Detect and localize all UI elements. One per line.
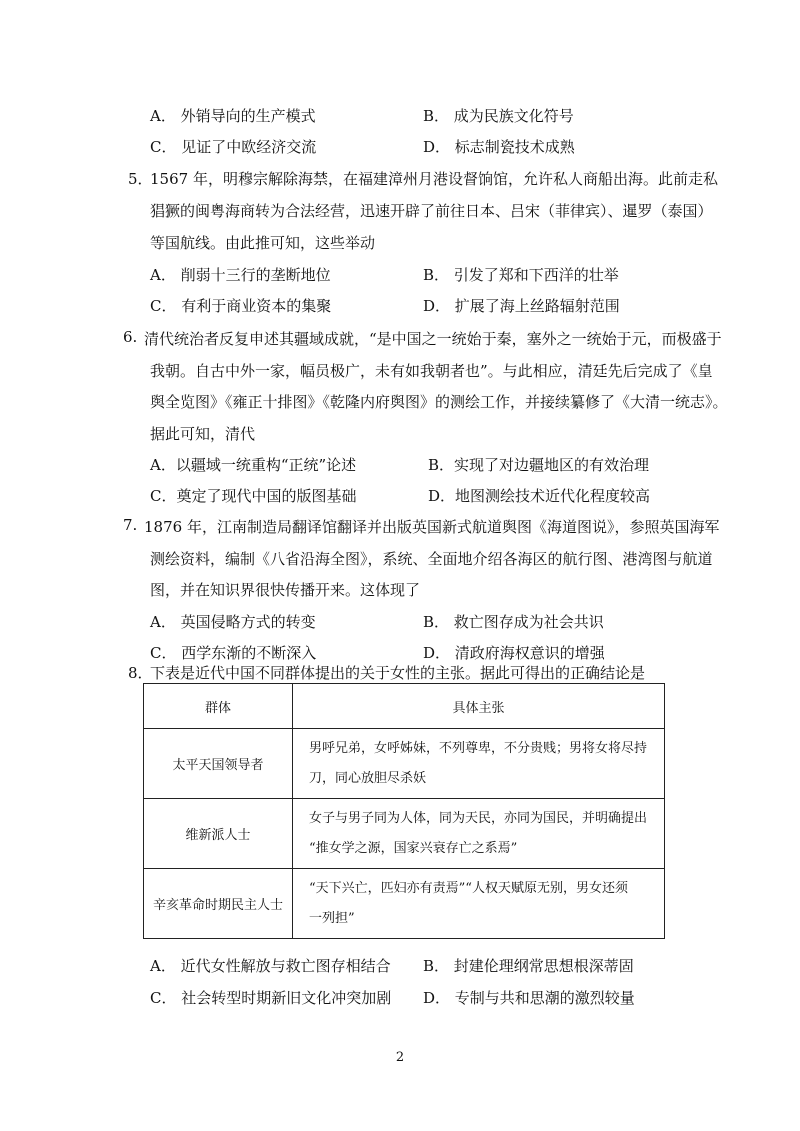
q7-stem-line-3: 图，并在知识界很快传播开来。这体现了 [150, 581, 421, 599]
q7-option-c: C． 西学东渐的不断深入 [150, 644, 317, 662]
q4-option-b: B． 成为民族文化符号 [423, 107, 574, 125]
q5-options-row-2 [150, 295, 730, 319]
table-cell-group: 维新派人士 [144, 799, 293, 869]
q5-stem-line-2: 猖獗的闽粤海商转为合法经营，迅速开辟了前往日本、吕宋（菲律宾）、暹罗（泰国） [150, 202, 713, 220]
q6-stem-line-2: 我朝。自古中外一家，幅员极广，未有如我朝者也”。与此相应，清廷先后完成了《皇 [150, 362, 713, 380]
table-row [144, 869, 665, 939]
q6-option-c: C．奠定了现代中国的版图基础 [150, 487, 357, 505]
q8-option-d: D． 专制与共和思潮的激烈较量 [423, 989, 635, 1007]
q7-option-b: B． 救亡图存成为社会共识 [423, 613, 604, 631]
q6-options-row-1 [150, 454, 730, 478]
q4-option-a: A． 外销导向的生产模式 [150, 107, 316, 125]
q5-option-b: B． 引发了郑和下西洋的壮举 [423, 266, 619, 284]
q5-options-row-1 [150, 264, 730, 288]
table-header-row [144, 684, 665, 729]
q5-option-c: C． 有利于商业资本的集聚 [150, 297, 332, 315]
claim-line: “推女学之源，国家兴衰存亡之系焉” [309, 840, 518, 856]
claim-line: 一列担” [309, 910, 355, 926]
table-row [144, 729, 665, 799]
q8-number: 8． [128, 664, 153, 682]
table-row [144, 799, 665, 869]
claim-line: 刀，同心放胆尽杀妖 [309, 770, 427, 786]
q7-stem-line-1: 1876 年，江南制造局翻译馆翻译并出版英国新式航道舆图《海道图说》，参照英国海军 [144, 518, 720, 536]
table-cell-group: 辛亥革命时期民主人士 [144, 869, 293, 939]
q6-option-b: B．实现了对边疆地区的有效治理 [428, 456, 650, 474]
q4-options-row-2 [150, 136, 730, 160]
claim-line: 男呼兄弟，女呼姊妹，不列尊卑，不分贵贱；男将女将尽持 [309, 740, 648, 756]
table-header-group: 群体 [144, 684, 293, 729]
q4-options-row-1 [150, 105, 730, 129]
q7-options-row-1 [150, 611, 730, 635]
q7-number: 7. [123, 516, 138, 534]
q5-stem-line-3: 等国航线。由此推可知，这些举动 [150, 234, 376, 252]
page-number: 2 [395, 1050, 405, 1065]
q5-stem-line-1: 1567 年，明穆宗解除海禁，在福建漳州月港设督饷馆，允许私人商船出海。此前走私 [150, 170, 718, 188]
table-cell-claim [293, 869, 665, 939]
q8-stem: 下表是近代中国不同群体提出的关于女性的主张。据此可得出的正确结论是 [150, 664, 646, 682]
q6-stem-line-4: 据此可知，清代 [150, 425, 256, 443]
q6-option-d: D．地图测绘技术近代化程度较高 [428, 487, 651, 505]
q7-stem-line-2: 测绘资料，编制《八省沿海全图》，系统、全面地介绍各海区的航行图、港湾图与航道 [150, 550, 713, 568]
q6-number: 6. [123, 328, 138, 346]
q8-options-row-1 [150, 955, 730, 979]
q7-option-d: D． 清政府海权意识的增强 [423, 644, 605, 662]
q5-option-a: A． 削弱十三行的垄断地位 [150, 266, 331, 284]
claim-line: “天下兴亡，匹妇亦有责焉”“人权天赋原无别，男女还须 [309, 880, 628, 896]
table-cell-claim [293, 799, 665, 869]
q8-option-a: A． 近代女性解放与救亡图存相结合 [150, 957, 391, 975]
q6-stem-line-3: 舆全览图》《雍正十排图》《乾隆内府舆图》的测绘工作，并接续纂修了《大清一统志》。 [150, 393, 728, 411]
q7-option-a: A． 英国侵略方式的转变 [150, 613, 316, 631]
q5-option-d: D． 扩展了海上丝路辐射范围 [423, 297, 620, 315]
q8-option-b: B． 封建伦理纲常思想根深蒂固 [423, 957, 634, 975]
q6-stem-line-1: 清代统治者反复申述其疆域成就，“是中国之一统始于秦，塞外之一统始于元，而极盛于 [144, 330, 722, 348]
q8-options-row-2 [150, 987, 730, 1011]
q5-number: 5． [128, 170, 153, 188]
q6-options-row-2 [150, 485, 730, 509]
q4-option-c: C． 见证了中欧经济交流 [150, 138, 317, 156]
table-header-claim: 具体主张 [293, 684, 665, 729]
q4-option-d: D． 标志制瓷技术成熟 [423, 138, 575, 156]
table-cell-group: 太平天国领导者 [144, 729, 293, 799]
women-claims-table [143, 683, 665, 939]
claim-line: 女子与男子同为人体，同为天民，亦同为国民，并明确提出 [309, 810, 648, 826]
table-cell-claim [293, 729, 665, 799]
q8-option-c: C． 社会转型时期新旧文化冲突加剧 [150, 989, 392, 1007]
q6-option-a: A．以疆域一统重构“正统”论述 [150, 456, 357, 474]
